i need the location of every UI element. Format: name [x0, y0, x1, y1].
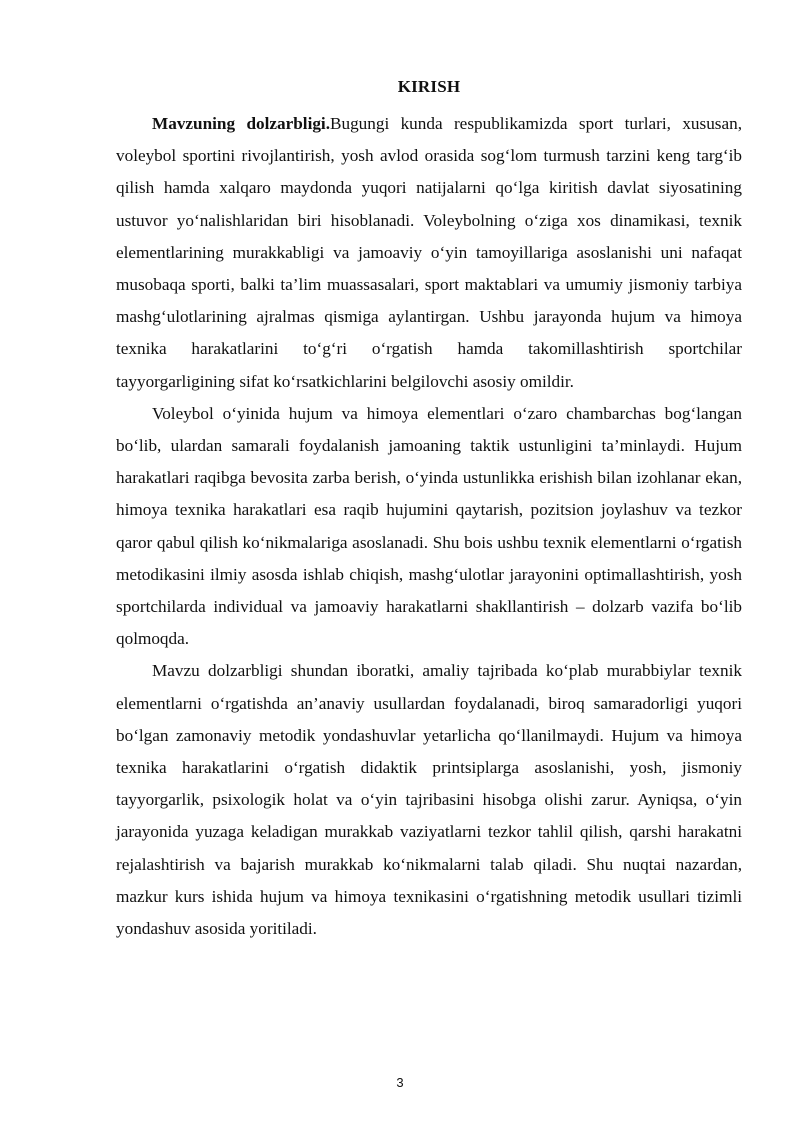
- page-content: [116, 76, 742, 945]
- paragraph-methodology: Mavzu dolzarbligi shundan iboratki, amaliy tajribada ko‘plab murabbiylar texnik elementlarni o‘rgatishda an’anaviy usullardan foydalanadi, biroq samaradorligi yuqori bo‘lgan zamonaviy metodik yondashuvlar yetarlicha qo‘llanilmaydi. Hujum va himoya texnika harakatlarini o‘rgatish didaktik printsiplarga asoslanishi, yosh, jismoniy tayyorgarlik, psixologik holat va o‘yin tajribasini hisobga olishi zarur. Ayniqsa, o‘yin jarayonida yuzaga keladigan murakkab vaziyatlarni tezkor tahlil qilish, qarshi harakatni rejalashtirish va bajarish murakkab ko‘nikmalarni talab qiladi. Shu nuqtai nazardan, mazkur kurs ishida hujum va himoya texnikasini o‘rgatishning metodik usullari tizimli yondashuv asosida yoritiladi.: [116, 661, 742, 939]
- paragraph-relevance: [116, 108, 742, 398]
- paragraph-lead: Mavzuning dolzarbligi.: [152, 114, 331, 133]
- paragraph-attack-defense: Voleybol o‘yinida hujum va himoya elementlari o‘zaro chambarchas bog‘langan bo‘lib, ulardan samarali foydalanish jamoaning taktik ustunligini ta’minlaydi. Hujum harakatlari raqibga bevosita zarba berish, o‘yinda ustunlikka erishish bilan izohlanar ekan, himoya texnika harakatlari esa raqib hujumini qaytarish, pozitsion joylashuv va tezkor qaror qabul qilish ko‘nikmalariga asoslanadi. Shu bois ushbu texnik elementlarni o‘rgatish metodikasini ilmiy asosda ishlab chiqish, mashg‘ulotlar jarayonini optimallashtirish, yosh sportchilarda individual va jamoaviy harakatlarni shakllantirish – dolzarb vazifa bo‘lib qolmoqda.: [116, 403, 742, 649]
- page-number: 3: [396, 1075, 404, 1090]
- section-heading: KIRISH: [397, 77, 461, 96]
- paragraph-text: Bugungi kunda respublikamizda sport turlari, xususan, voleybol sportini rivojlantirish, yosh avlod orasida sog‘lom turmush tarzini keng targ‘ib qilish hamda xalqaro maydonda yuqori natijalarni qo‘lga kiritish davlat siyosatining ustuvor yo‘nalishlaridan biri hisoblanadi. Voleybolning o‘ziga xos dinamikasi, texnik elementlarining murakkabligi va jamoaviy o‘yin tamoyillariga asoslanishi uni nafaqat musobaqa sporti, balki ta’lim muassasalari, sport maktablari va umumiy jismoniy tarbiya mashg‘ulotlarining ajralmas qismiga aylantirgan. Ushbu jarayonda hujum va himoya texnika harakatlarini to‘g‘ri o‘rgatish hamda takomillashtirish sportchilar tayyorgarligining sifat ko‘rsatkichlarini belgilovchi asosiy omildir.: [116, 114, 742, 391]
